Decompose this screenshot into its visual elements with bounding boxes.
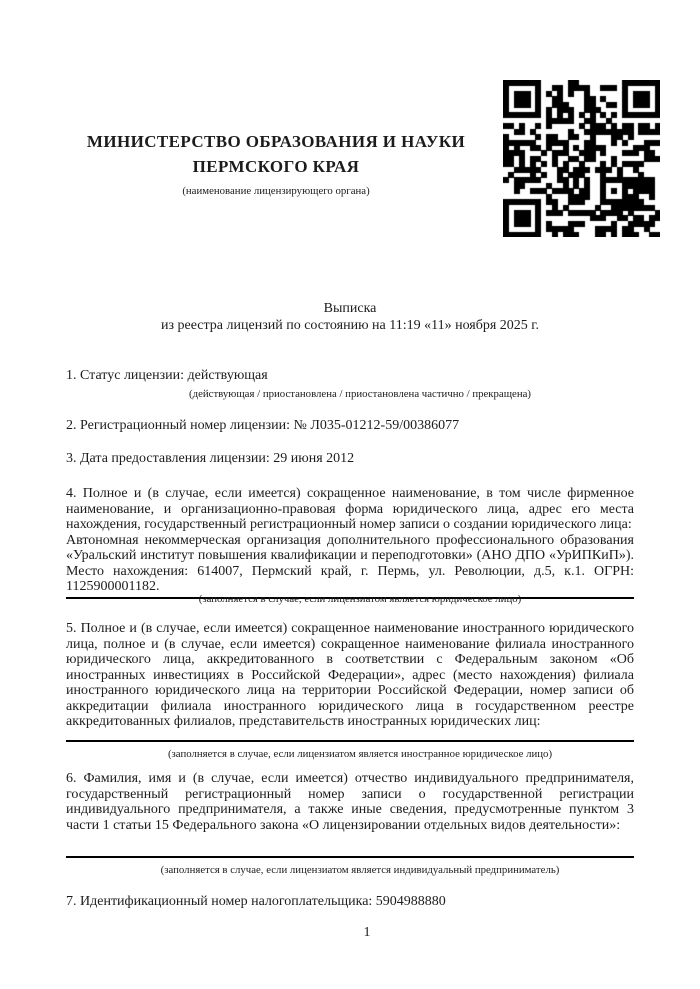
license-date-text: 3. Дата предоставления лицензии: 29 июня 2012: [66, 451, 355, 466]
license-status-text: 1. Статус лицензии: действующая: [66, 368, 268, 383]
licensing-authority-header: [66, 129, 486, 198]
entrepreneur-blank-line: [66, 856, 634, 858]
item-foreign-entity: [66, 621, 634, 730]
entrepreneur-caption: (заполняется в случае, если лицензиатом является индивидуальный предприниматель): [160, 864, 560, 876]
document-title: [66, 301, 634, 334]
foreign-entity-blank-line: [66, 740, 634, 742]
document-title-line1: Выписка: [323, 301, 377, 316]
entrepreneur-question: 6. Фамилия, имя и (в случае, если имеется) отчество индивидуального предпринимателя, государственный регистрационный номер записи о государственной регистрации индивидуального предпринимателя, а также иные сведения, предусмотренные пунктом 3 части 1 статьи 15 Федерального закона «О лицензировании отдельных видов деятельности»:: [66, 771, 634, 833]
item-license-status: [66, 368, 634, 384]
item-registration-number: [66, 418, 634, 434]
document-title-line2: из реестра лицензий по состоянию на 11:19 «11» ноября 2025 г.: [161, 317, 539, 333]
item-taxpayer-number: [66, 894, 634, 910]
legal-entity-question: 4. Полное и (в случае, если имеется) сокращенное наименование, в том числе фирменное наименование, и организационно-правовая форма юридического лица, адрес его места нахождения, государственный регистрационный номер записи о создании юридического лица:: [66, 486, 634, 532]
ministry-name-line1: МИНИСТЕРСТВО ОБРАЗОВАНИЯ И НАУКИ: [86, 132, 466, 151]
item-entrepreneur: [66, 771, 634, 833]
qr-code-icon: [503, 80, 660, 237]
taxpayer-number-text: 7. Идентификационный номер налогоплательщика: 5904988880: [66, 894, 446, 909]
license-status-caption: (действующая / приостановлена / приостановлена частично / прекращена): [189, 388, 531, 400]
registration-number-text: 2. Регистрационный номер лицензии: № Л035-01212-59/00386077: [66, 418, 460, 433]
item-legal-entity: [66, 486, 634, 599]
ministry-name-line2: ПЕРМСКОГО КРАЯ: [192, 157, 360, 176]
item-license-date: [66, 451, 634, 467]
foreign-entity-caption: (заполняется в случае, если лицензиатом является иностранное юридическое лицо): [167, 748, 553, 760]
legal-entity-answer: Автономная некоммерческая организация дополнительного профессионального образования «Уральский институт повышения квалификации и переподготовки» (АНО ДПО «УрИПКиП»). Место нахождения: 614007, Пермский край, г. Пермь, ул. Революции, д.5, к.1. ОГРН: 1125900001182.: [66, 532, 634, 594]
legal-entity-caption: (заполняется в случае, если лицензиатом является юридическое лицо): [198, 593, 522, 605]
ministry-caption: (наименование лицензирующего органа): [182, 185, 370, 197]
qr-code: [503, 80, 660, 237]
page-number: 1: [363, 925, 371, 940]
foreign-entity-question: 5. Полное и (в случае, если имеется) сокращенное наименование иностранного юридического лица, полное и (в случае, если имеется) сокращенное наименование филиала иностранного юридического лица, аккредитованного в соответствии с Федеральным законом «Об иностранных инвестициях в Российской Федерации», адрес (место нахождения) филиала иностранного юридического лица на территории Российской Федерации, номер записи об аккредитации филиала иностранного юридического лица в государственном реестре аккредитованных филиалов, представительств иностранных юридических лиц:: [66, 621, 634, 729]
